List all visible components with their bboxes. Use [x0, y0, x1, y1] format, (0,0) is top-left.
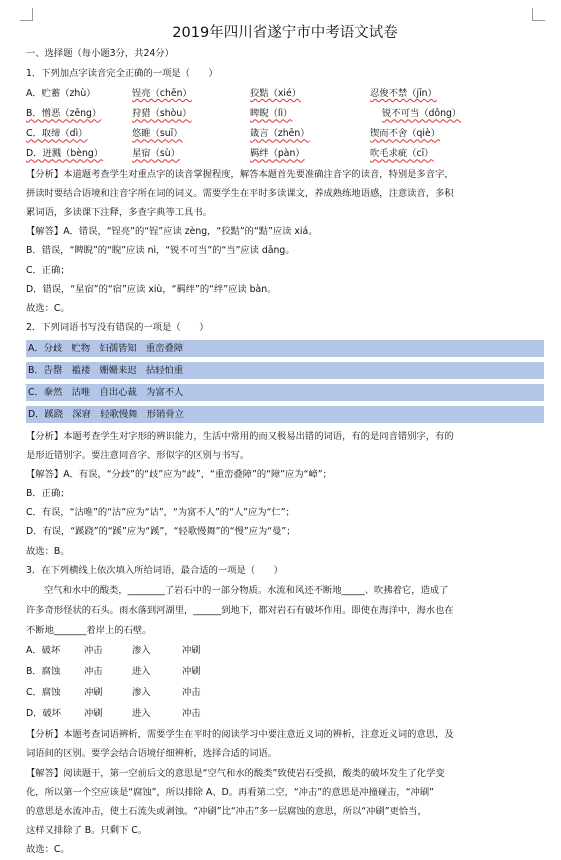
- q3-option-c: [26, 683, 544, 704]
- q1-stem: 1．下列加点字读音完全正确的一项是（ ）: [26, 68, 218, 80]
- q3-analysis-line: 词语间的区别。要学会结合语境仔细辨析，选择合适的词语。: [26, 748, 278, 760]
- q3-c-2: 冲刷: [84, 687, 103, 699]
- q1-d-2: 星宿（sù）: [132, 148, 180, 160]
- section-heading: 一、选择题（每小题3分，共24分）: [26, 48, 174, 59]
- q2-option-a: A．分歧 贮物 妇孺皆知 重峦叠障: [26, 340, 544, 357]
- q3-answer-line: 的意思是水流冲击，使土石流失或剥蚀。“冲刷”比“冲击”多一层腐蚀的意思，所以“冲刷”更恰当，: [26, 805, 427, 817]
- q1-a-4: 忍俊不禁（jīn）: [370, 88, 437, 100]
- q1-c-1: C．取缔（dì）: [26, 128, 88, 140]
- q3-option-a: [26, 641, 544, 662]
- q2-option-d: D．蹊跷 深窘 轻歌慢舞 形销骨立: [26, 406, 544, 423]
- q1-analysis-line: 拼读时要结合语境和注音字所在词的词义。需要学生在平时多读课文，养成熟练地语感，注意读音，多积: [26, 187, 454, 199]
- q3-passage-line: 空气和水中的酸类，________了岩石中的一部分物质。水流和风还不断地_____、吹拂着它，造成了: [44, 584, 449, 596]
- q3-answer-line: 【解答】阅读题干，第一空前后文的意思是“空气和水的酸类”致使岩石受损，酸类的破坏发生了化学变: [26, 767, 445, 779]
- q2-option-c: C．豢然 沽唯 自出心裁 为富不人: [26, 384, 544, 401]
- q2-answer-line: C．有误，“沽唯”的“沽”应为“诂”，“为富不人”的“人”应为“仁”；: [26, 507, 295, 519]
- q1-c-4: 锲而不舍（qiè）: [370, 128, 440, 140]
- q3-answer-line: 化，所以第一个空应该是“腐蚀”，所以排除 A、D。再看第二空，“冲击”的意思是冲撞碰击，“冲刷”: [26, 786, 434, 798]
- q3-option-d: [26, 704, 544, 725]
- q1-analysis-line: 累词语，多读课下注释，多查字典等工具书。: [26, 206, 212, 218]
- crop-mark-left: [20, 8, 33, 21]
- q1-d-3: 羁绊（pàn）: [250, 148, 305, 160]
- q3-c-3: 渗入: [132, 687, 151, 699]
- q3-b-3: 进入: [132, 666, 151, 678]
- q3-a-4: 冲刷: [182, 645, 201, 657]
- q3-b-1: B．腐蚀: [26, 666, 61, 678]
- exam-page: [26, 22, 544, 860]
- q3-c-1: C．腐蚀: [26, 687, 61, 699]
- q3-d-4: 冲击: [182, 708, 201, 720]
- q1-answer-line: B．错误，“睥睨”的“睨”应读 nì，“锐不可当”的“当”应读 dāng。: [26, 245, 295, 257]
- q1-c-3: 箴言（zhēn）: [250, 128, 310, 140]
- q3-d-3: 进入: [132, 708, 151, 720]
- q1-answer-line: 【解答】A．错误，“锃亮”的“锃”应读 zèng，“狡黠”的“黠”应读 xiá。: [26, 226, 318, 238]
- q3-answer-line: 这样又排除了 B。只剩下 C。: [26, 825, 148, 837]
- q1-analysis-line: 【分析】本道题考查学生对重点字的读音掌握程度，解答本题首先要准确注音字的读音，特别是多音字，: [26, 168, 454, 180]
- q3-a-2: 冲击: [84, 645, 103, 657]
- q3-d-1: D．破坏: [26, 708, 62, 720]
- q3-passage-line: 许多奇形怪状的石头。雨水落到河湖里，______到地下，都对岩石有破坏作用。即使在海洋中，海水也在: [26, 605, 454, 617]
- q1-option-c: [26, 124, 544, 144]
- q2-answer-line: 【解答】A．有误，“分歧”的“歧”应为“歧”，“重峦叠障”的“障”应为“嶂”；: [26, 468, 332, 480]
- q1-a-3: 狡黠（xié）: [250, 88, 301, 100]
- q1-b-1: B．憎恶（zēng）: [26, 108, 102, 120]
- q3-a-1: A．破坏: [26, 645, 61, 657]
- q3-b-4: 冲刷: [182, 666, 201, 678]
- q1-answer-line: D．错误，“星宿”的“宿”应读 xiù，“羁绊”的“绊”应读 bàn。: [26, 283, 277, 295]
- q1-d-1: D．迸溅（bèng）: [26, 148, 104, 160]
- q1-b-3: 睥睨（lì）: [250, 108, 293, 120]
- q2-answer-line: 故选：B。: [26, 545, 70, 557]
- q2-answer-line: D．有误，“蹊跷”的“蹊”应为“蹊”，“轻歌慢舞”的“慢”应为“曼”；: [26, 526, 296, 538]
- page-title: 2019年四川省遂宁市中考语文试卷: [172, 25, 398, 41]
- q1-answer-line: 故选：C。: [26, 302, 70, 314]
- q1-c-2: 悠睢（suī）: [132, 128, 183, 140]
- q2-analysis-line: 是形近错别字。要注意同音字、形似字的区别与书写。: [26, 449, 250, 461]
- q1-a-1: A．贮蓄（zhù）: [26, 88, 96, 100]
- q3-d-2: 冲刷: [84, 708, 103, 720]
- q1-option-b: [26, 104, 544, 124]
- q3-analysis-line: 【分析】本题考查词语辨析，需要学生在平时的阅读学习中要注意近义词的辨析，注意近义词的意思，及: [26, 729, 454, 741]
- q1-a-2: 锃亮（chēn）: [132, 88, 192, 100]
- q2-analysis-line: 【分析】本题考查学生对字形的辨识能力，生活中常用的而又极易出错的词语，有的是同音错别字，有的: [26, 430, 454, 442]
- q3-option-b: [26, 662, 544, 683]
- crop-mark-right: [532, 8, 545, 21]
- q1-b-2: 狩猎（shòu）: [132, 108, 192, 120]
- q3-b-2: 冲击: [84, 666, 103, 678]
- q3-c-4: 冲击: [182, 687, 201, 699]
- q3-answer-line: 故选：C。: [26, 844, 70, 856]
- q3-passage-line: 不断地_______着岸上的石壁。: [26, 625, 152, 637]
- q1-answer-line: C．正确；: [26, 264, 70, 276]
- q2-stem: 2．下列词语书写没有错误的一项是（ ）: [26, 322, 209, 334]
- q1-d-4: 吹毛求疵（cī）: [370, 148, 434, 160]
- q3-stem: 3．在下列横线上依次填入所给词语，最合适的一项是（ ）: [26, 564, 283, 576]
- q1-option-a: [26, 84, 544, 104]
- q3-a-3: 渗入: [132, 645, 151, 657]
- q2-answer-line: B．正确；: [26, 488, 70, 500]
- q2-option-b: B．告罄 褴褛 姗姗来迟 拈轻怕重: [26, 362, 544, 379]
- q1-option-d: [26, 144, 544, 164]
- q1-b-4: 锐不可当（dōng）: [382, 108, 462, 120]
